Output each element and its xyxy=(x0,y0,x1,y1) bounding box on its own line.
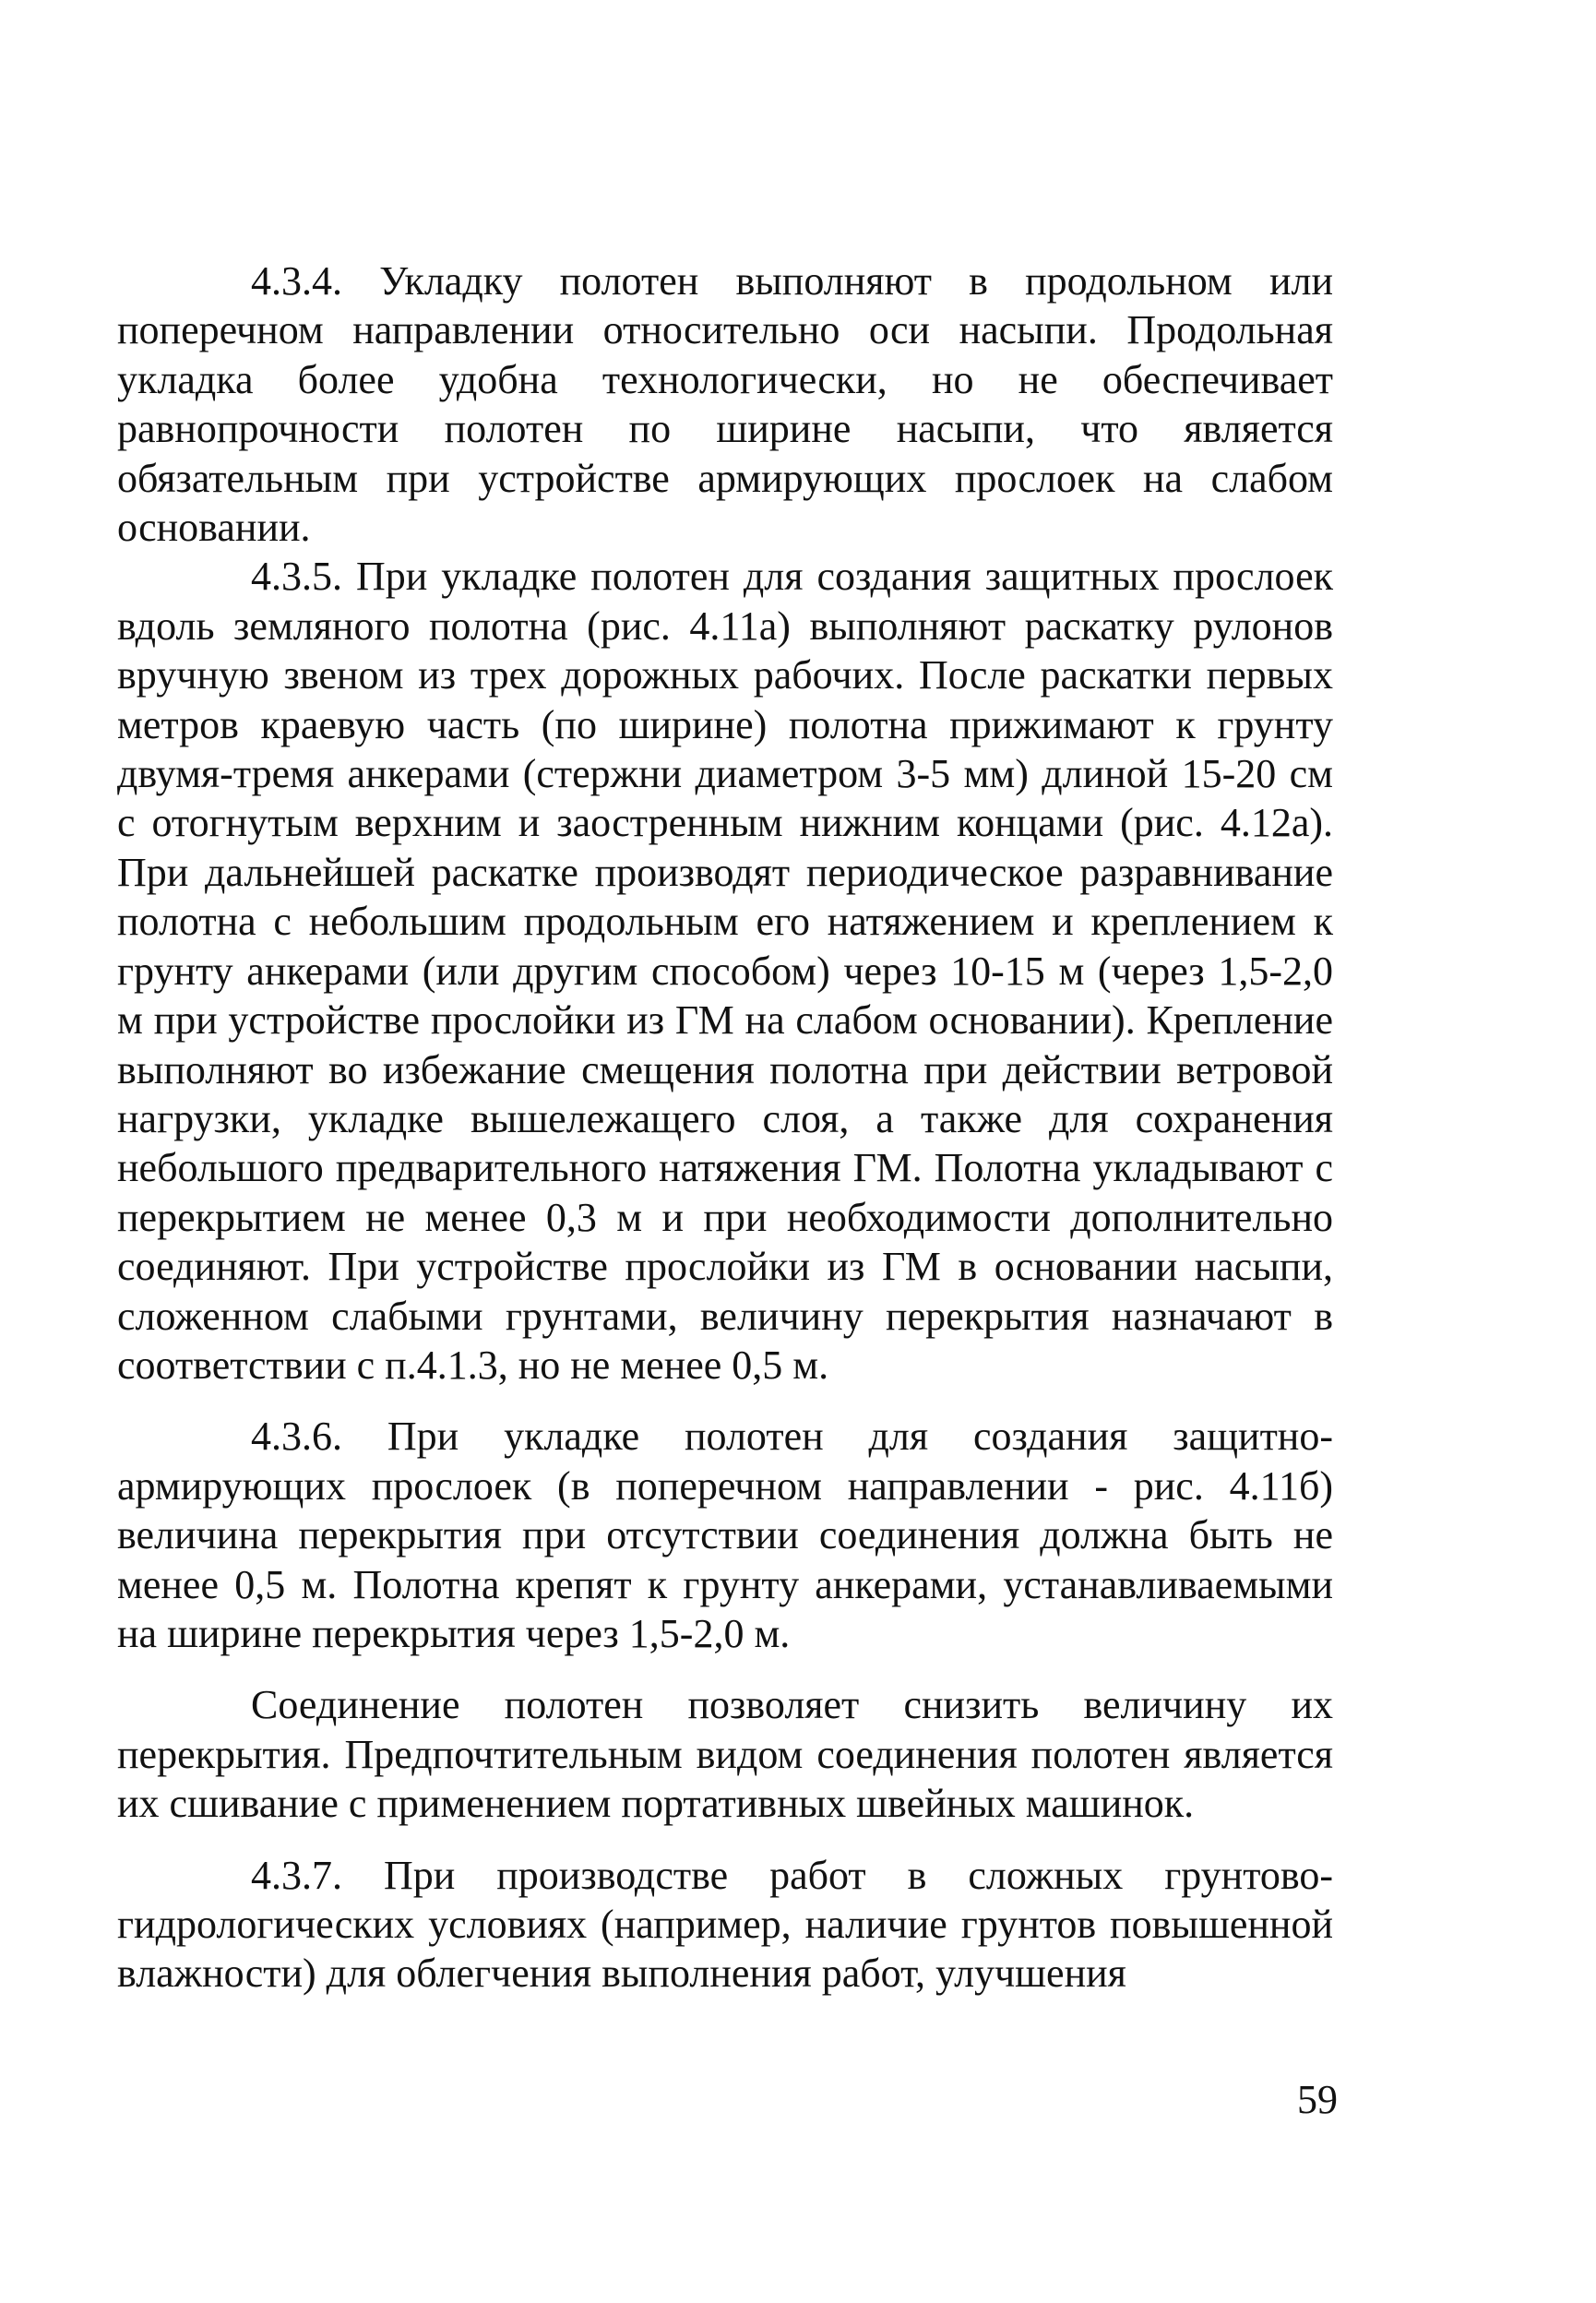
paragraph-4-3-4: 4.3.4. Укладку полотен выполняют в продольном или поперечном направлении относительно оси насыпи. Продольная укладка более удобна технологически, но не обеспечивает равнопрочности полотен по ширине насыпи, что является обязательным при устройстве армирующих прослоек на слабом основании. xyxy=(117,258,1333,551)
page-number: 59 xyxy=(1297,2077,1338,2122)
paragraph-4-3-7: 4.3.7. При производстве работ в сложных грунтово-гидрологических условиях (например, наличие грунтов повышенной влажности) для облегчения выполнения работ, улучшения xyxy=(117,1852,1333,1997)
page-body xyxy=(117,257,1333,1999)
paragraph-4-3-5: 4.3.5. При укладке полотен для создания защитных прослоек вдоль земляного полотна (рис. 4.11а) выполняют раскатку рулонов вручную звеном из трех дорожных рабочих. После раскатки первых метров краевую часть (по ширине) полотна прижимают к грунту двумя-тремя анкерами (стержни диаметром 3-5 мм) длиной 15-20 см с отогнутым верхним и заостренным нижним концами (рис. 4.12а). При дальнейшей раскатке производят периодическое разравнивание полотна с небольшим продольным его натяжением и креплением к грунту анкерами (или другим способом) через 10-15 м (через 1,5-2,0 м при устройстве прослойки из ГМ на слабом основании). Крепление выполняют во избежание смещения полотна при действии ветровой нагрузки, укладке вышележащего слоя, а также для сохранения небольшого предварительного натяжения ГМ. Полотна укладывают с перекрытием не менее 0,3 м и при необходимости дополнительно соединяют. При устройстве прослойки из ГМ в основании насыпи, сложенном слабыми грунтами, величину перекрытия назначают в соответствии с п.4.1.3, но не менее 0,5 м. xyxy=(117,554,1333,1388)
paragraph-joining: Соединение полотен позволяет снизить величину их перекрытия. Предпочтительным видом соединения полотен является их сшивание с применением портативных швейных машинок. xyxy=(117,1682,1333,1827)
paragraph-4-3-6: 4.3.6. При укладке полотен для создания защитно-армирующих прослоек (в поперечном направлении - рис. 4.11б) величина перекрытия при отсутствии соединения должна быть не менее 0,5 м. Полотна крепят к грунту анкерами, устанавливаемыми на ширине перекрытия через 1,5-2,0 м. xyxy=(117,1414,1333,1656)
